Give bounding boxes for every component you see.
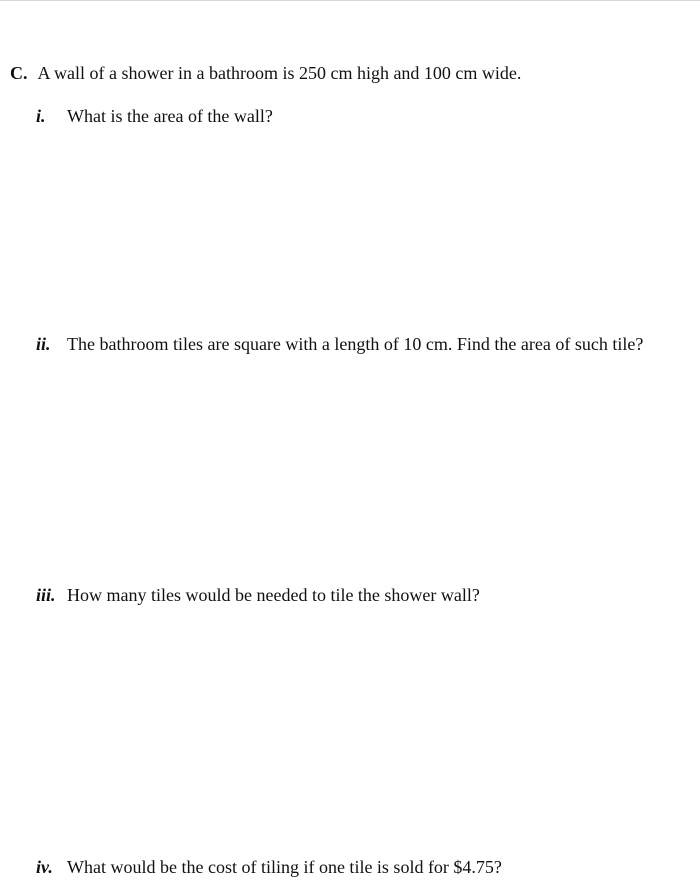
part-i-text: What is the area of the wall? xyxy=(67,106,273,126)
top-divider xyxy=(0,0,700,1)
question-text: A wall of a shower in a bathroom is 250 cm high and 100 cm wide. xyxy=(37,63,522,83)
part-i-number: i. xyxy=(36,106,46,126)
part-iv-text: What would be the cost of tiling if one tile is sold for $4.75? xyxy=(67,857,502,877)
part-i xyxy=(36,105,273,127)
part-ii xyxy=(36,333,643,355)
part-iii-text: How many tiles would be needed to tile the shower wall? xyxy=(67,585,480,605)
part-ii-number: ii. xyxy=(36,334,51,354)
question-letter: C. xyxy=(10,63,28,83)
question-c xyxy=(10,62,521,84)
part-iii xyxy=(36,584,480,606)
part-ii-text: The bathroom tiles are square with a length of 10 cm. Find the area of such tile? xyxy=(67,334,644,354)
part-iv xyxy=(36,856,502,878)
part-iv-number: iv. xyxy=(36,857,53,877)
part-iii-number: iii. xyxy=(36,585,56,605)
